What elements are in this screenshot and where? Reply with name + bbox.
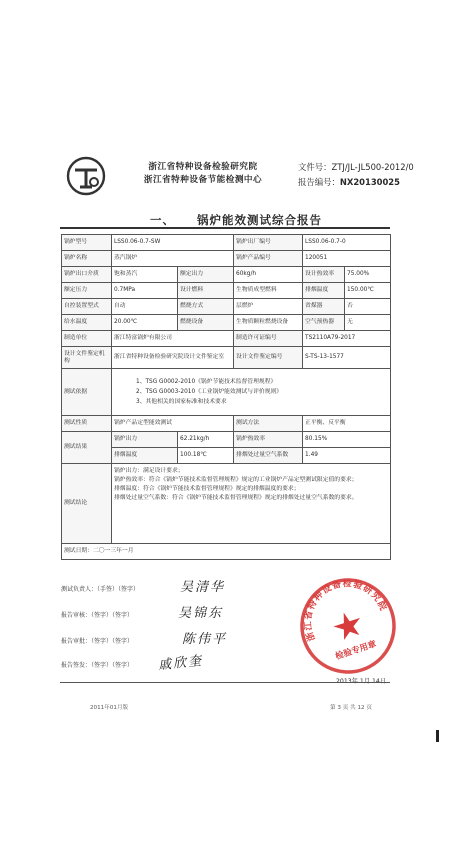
basis-content (112, 369, 391, 416)
cell-label: 额定出力 (178, 267, 234, 283)
cell-value: 120051 (303, 251, 391, 267)
title-text: 锅炉能效测试综合报告 (197, 213, 322, 227)
cell-value: 0.7MPa (112, 283, 178, 299)
cell-value: 1.49 (303, 448, 391, 464)
cell-label: 锅炉热效率 (234, 432, 303, 448)
table-row (62, 251, 391, 267)
conclusion-item: 排烟处过量空气系数：符合《锅炉节能技术监督管理规程》规定的排烟处过量空气系数的要求。 (114, 495, 358, 501)
cell-value: 60kg/h (234, 267, 303, 283)
cell-value: 150.00℃ (345, 283, 391, 299)
table-row (62, 235, 391, 251)
approver-signature: 陈伟平 (182, 632, 228, 647)
cell-label: 省煤器 (303, 299, 345, 315)
cell-label: 额定压力 (62, 283, 112, 299)
cell-value: 生物质颗粒燃烧设备 (234, 315, 303, 331)
cell-label: 测试性质 (62, 416, 112, 432)
table-row (62, 448, 391, 464)
cell-value: 75.00% (345, 267, 391, 283)
cell-value: 80.15% (303, 432, 391, 448)
svg-text:检验专用章: 检验专用章 (334, 639, 378, 663)
cell-label: 给水温度 (62, 315, 112, 331)
cell-value: 饱和蒸汽 (112, 267, 178, 283)
basis-label: 测试依据 (62, 369, 112, 416)
cell-value: 浙江特富锅炉有限公司 (112, 331, 234, 347)
cell-value: 100.18℃ (178, 448, 234, 464)
cell-label: 空气预热器 (303, 315, 345, 331)
cell-value: LSS0.06-0.7-0 (303, 235, 391, 251)
issuer-signature: 戚欣奎 (157, 653, 204, 674)
cell-value: 62.21kg/h (178, 432, 234, 448)
table-row (62, 299, 391, 315)
org-line-2: 浙江省特种设备节能检测中心 (143, 175, 263, 185)
bottom-divider (60, 682, 390, 683)
institute-logo-icon (66, 156, 106, 196)
issuer-label: 报告签发：（签字）（签字） (61, 662, 134, 669)
cell-label: 燃烧方式 (178, 299, 234, 315)
cell-value: S-TS-13-1577 (303, 347, 391, 369)
cell-label: 锅炉出口介质 (62, 267, 112, 283)
cell-label: 排烟温度 (303, 283, 345, 299)
tester-signature: 吴清华 (180, 580, 226, 595)
reviewer-label: 报告审核：（签字）（签字） (61, 612, 134, 619)
cell-value: 正平衡、反平衡 (303, 416, 391, 432)
footer-page-number: 第 3 页 共 12 页 (330, 705, 372, 711)
cell-value: 无 (345, 315, 391, 331)
report-no-label: 报告编号： (298, 177, 340, 187)
cell-label: 锅炉出力 (112, 432, 178, 448)
cell-value: 层燃炉 (234, 299, 303, 315)
seal-date: 2013年 1月 14日 (336, 678, 387, 685)
table-row (62, 267, 391, 283)
official-seal-icon (296, 574, 400, 678)
cell-label: 设计文件鉴定编号 (234, 347, 303, 369)
cell-value: TS2110A79-2017 (303, 331, 391, 347)
conclusion-item: 排烟温度：符合《锅炉节能技术监督管理规程》规定的排烟温度的要求； (114, 486, 300, 492)
cell-label: 锅炉型号 (62, 235, 112, 251)
cell-label: 测试方法 (234, 416, 303, 432)
cell-value: 生物质成型燃料 (234, 283, 303, 299)
doc-no-value: ZTJ/JL-JL500-2012/0 (331, 162, 414, 172)
table-row (62, 544, 391, 560)
basis-item: 3、其他相关的国家标准和技术要求 (136, 399, 227, 405)
reviewer-signature: 吴锦东 (178, 606, 224, 621)
cell-value: LSS0.06-0.7-SW (112, 235, 234, 251)
cell-label: 设计热效率 (303, 267, 345, 283)
cell-value: 20.00℃ (112, 315, 178, 331)
document-numbers (298, 161, 414, 189)
cell-label: 锅炉名称 (62, 251, 112, 267)
scan-mark (436, 730, 439, 742)
cell-label: 排烟处过量空气系数 (234, 448, 303, 464)
conclusion-label: 测试结论 (62, 464, 112, 544)
organization-name (118, 161, 288, 187)
efficiency-report-table (61, 234, 391, 560)
conclusion-item: 锅炉热效率：符合《锅炉节能技术监督管理规程》规定的工业锅炉产品定型测试限定值的要求； (114, 477, 358, 483)
cell-label: 制造许可证编号 (234, 331, 303, 347)
cell-label: 制造单位 (62, 331, 112, 347)
table-row (62, 416, 391, 432)
cell-label: 自控装置型式 (62, 299, 112, 315)
approver-label: 报告审批：（签字）（签字） (61, 638, 134, 645)
tester-label: 测试负责人：（手签）（签字） (61, 586, 140, 593)
doc-no-label: 文件号： (298, 162, 332, 172)
cell-label: 排烟温度 (112, 448, 178, 464)
report-no-value: NX20130025 (339, 177, 400, 187)
basis-item: 2、TSG G0003-2010《工业锅炉能效测试与评价规则》 (136, 389, 283, 395)
table-row (62, 283, 391, 299)
cell-label: 燃烧设备 (178, 315, 234, 331)
conclusion-content (112, 464, 391, 544)
cell-label: 锅炉产品编号 (234, 251, 303, 267)
cell-value: 自动 (112, 299, 178, 315)
cell-label: 锅炉出厂编号 (234, 235, 303, 251)
cell-label: 设计燃料 (178, 283, 234, 299)
table-row (62, 347, 391, 369)
conclusion-item: 锅炉出力：满足设计要求； (114, 468, 184, 474)
footer-edition: 2011年01月版 (90, 705, 129, 711)
basis-item: 1、TSG G0002-2010《锅炉节能技术监督管理规程》 (136, 379, 277, 385)
cell-label: 设计文件鉴定机构 (62, 347, 112, 369)
svg-text:浙江省特种设备检验研究院: 浙江省特种设备检验研究院 (303, 579, 388, 643)
table-row (62, 331, 391, 347)
cell-value: 否 (345, 299, 391, 315)
table-row (62, 464, 391, 544)
cell-value: 浙江省特种设备检验研究院设计文件鉴定室 (112, 347, 234, 369)
table-row (62, 432, 391, 448)
title-divider (60, 227, 390, 229)
section-number: 一、 (150, 213, 175, 227)
page-title (0, 212, 472, 228)
remark-cell: 测试日期：二〇一三年一月 (62, 544, 391, 560)
table-row (62, 315, 391, 331)
cell-value: 锅炉产品定型能效测试 (112, 416, 234, 432)
cell-value: 蒸汽锅炉 (112, 251, 234, 267)
org-line-1: 浙江省特种设备检验研究院 (148, 162, 258, 172)
table-row (62, 369, 391, 416)
results-label: 测试结果 (62, 432, 112, 464)
